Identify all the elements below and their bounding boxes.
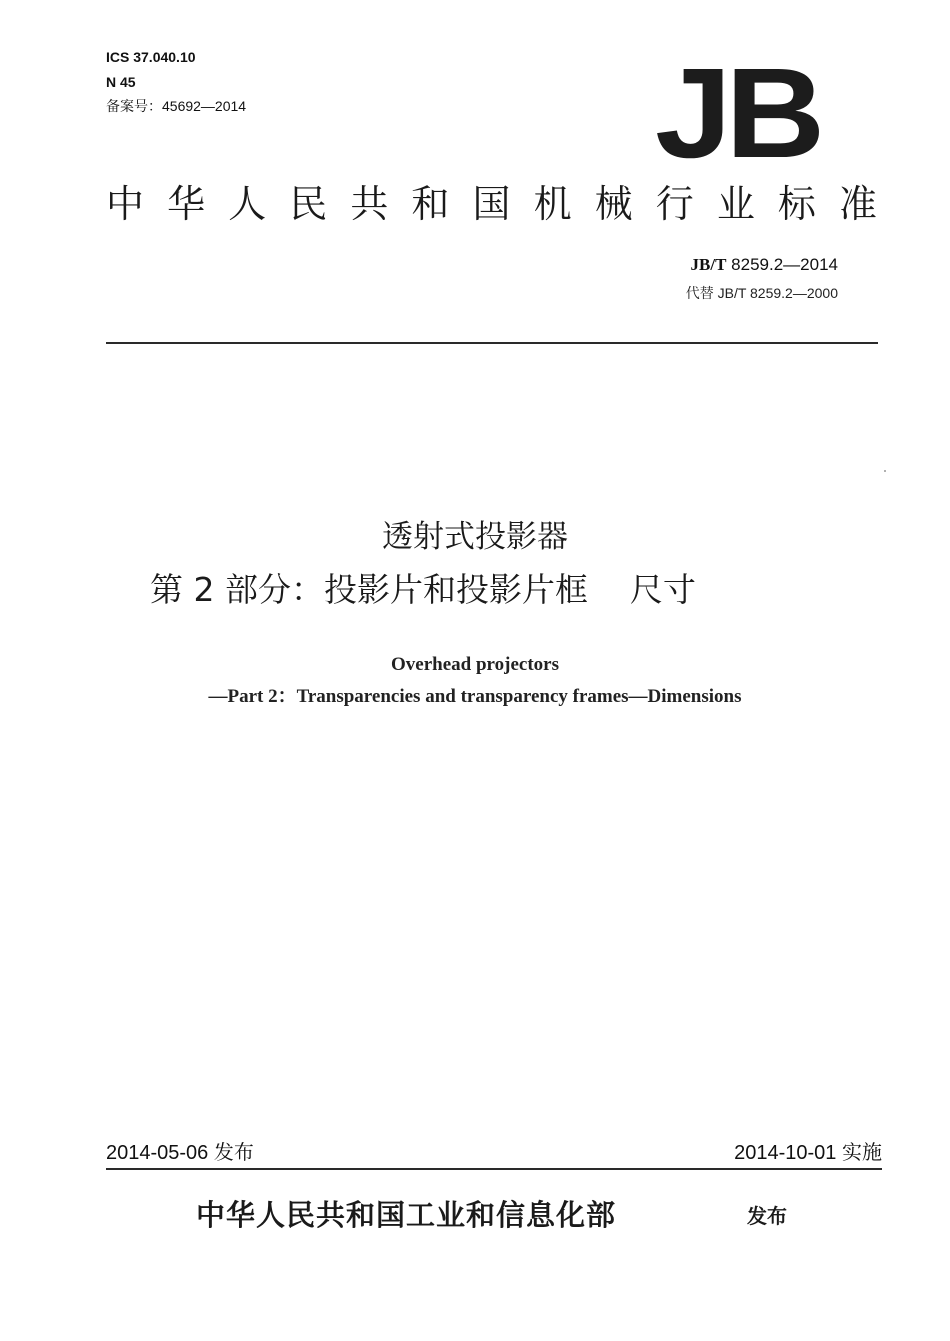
footer-divider: [106, 1168, 882, 1170]
org-title: 中华人民共和国机械行业标准: [106, 182, 881, 226]
issuer-suffix: 发布: [747, 1204, 787, 1228]
jb-logo: JB: [655, 42, 819, 185]
title-english-line-2: —Part 2：Transparencies and transparency frames—Dimensions: [208, 686, 742, 707]
replaces-standard: 代替 JB/T 8259.2—2000: [685, 285, 838, 301]
standard-number: [691, 254, 838, 276]
title-chinese-line-1: 透射式投影器: [382, 519, 568, 555]
ics-code: ICS 37.040.10: [106, 49, 196, 65]
standard-number-value: 8259.2—2014: [731, 255, 838, 274]
issuer-name: 中华人民共和国工业和信息化部: [196, 1198, 617, 1232]
title-english-line-1: Overhead projectors: [391, 654, 559, 675]
title-chinese-line-2: 第 2 部分：投影片和投影片框 尺寸: [150, 570, 696, 609]
header-divider: [106, 342, 878, 344]
scan-speck: [884, 470, 886, 472]
record-number: 备案号：45692—2014: [106, 98, 247, 114]
issue-date: 2014-05-06 发布: [106, 1142, 254, 1164]
ccs-code: N 45: [106, 74, 136, 90]
implementation-date: 2014-10-01 实施: [734, 1142, 882, 1164]
standard-number-prefix: JB/T: [690, 255, 727, 274]
